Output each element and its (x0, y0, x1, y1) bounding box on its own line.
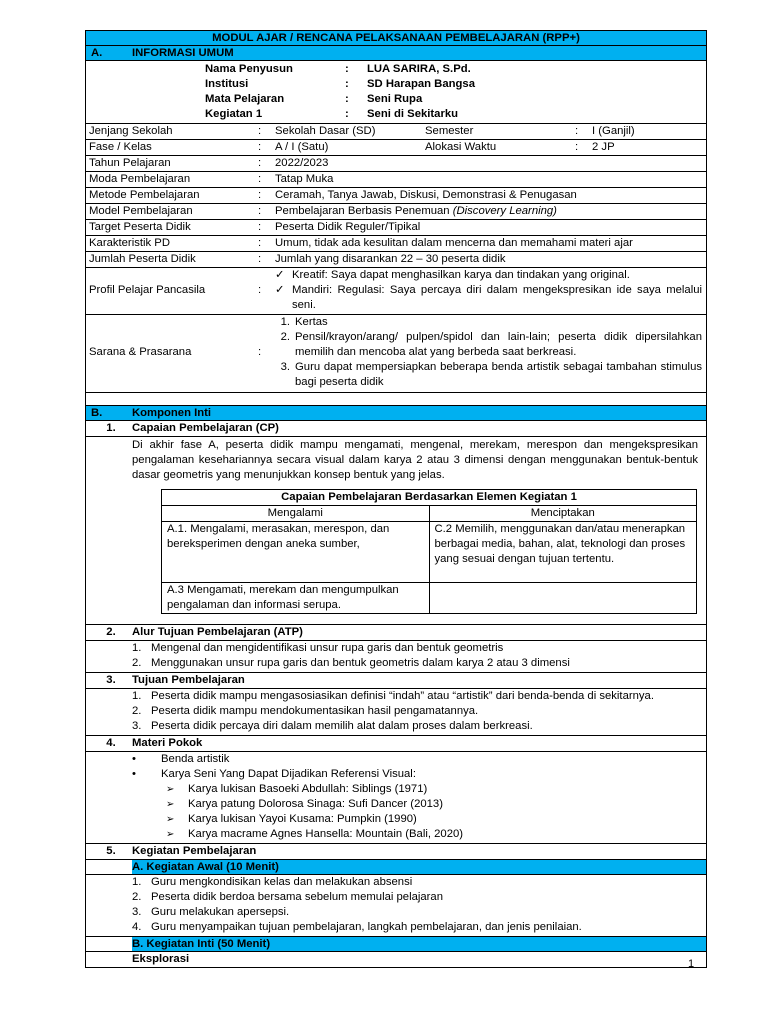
cp-cell-a3: A.3 Mengamati, merekam dan mengumpulkan pengalaman dan informasi serupa. (162, 583, 430, 614)
materi-header: 4. Materi Pokok (86, 736, 706, 752)
cp-cell-a1: A.1. Mengalami, merasakan, merespon, dan bereksperimen dengan aneka sumber, (162, 522, 430, 583)
row-tahun: Tahun Pelajaran : 2022/2023 (86, 156, 706, 172)
row-moda: Moda Pembelajaran : Tatap Muka (86, 172, 706, 188)
cp-content (86, 437, 706, 625)
list-item: ➢ Karya macrame Agnes Hansella: Mountain (Bali, 2020) (86, 827, 698, 842)
row-metode: Metode Pembelajaran : Ceramah, Tanya Jawab, Diskusi, Demonstrasi & Penugasan (86, 188, 706, 204)
list-item: 2. Menggunakan unsur rupa garis dan bentuk geometris dalam karya 2 atau 3 dimensi (132, 657, 570, 669)
lesson-plan-table (85, 30, 707, 968)
cp-cell-empty (429, 583, 697, 614)
page-number: 1 (688, 958, 695, 970)
list-item: 3. Guru dapat mempersiapkan beberapa benda artistik sebagai tambahan stimulus bagi peserta didik (280, 361, 702, 388)
cp-header: 1. Capaian Pembelajaran (CP) (86, 421, 706, 437)
arrow-icon: ➢ (166, 814, 175, 825)
list-item: 2. Peserta didik mampu mendokumentasikan hasil pengamatannya. (132, 705, 479, 717)
kegiatan-awal-list (86, 875, 706, 937)
document-title: MODUL AJAR / RENCANA PELAKSANAAN PEMBELAJARAN (RPP+) (86, 31, 706, 46)
cp-col-mengalami: Mengalami (162, 506, 430, 522)
list-item: 3. Peserta didik percaya diri dalam memilih alat dalam proses dalam berkreasi. (132, 720, 533, 732)
cp-elements-table (161, 489, 697, 614)
row-jenjang: Jenjang Sekolah : Sekolah Dasar (SD) Semester : I (Ganjil) (86, 124, 706, 140)
cp-cell-c2: C.2 Memilih, menggunakan dan/atau menerapkan berbagai media, bahan, alat, teknologi dan proses yang sesuai dengan tujuan tertentu. (429, 522, 697, 583)
info-line: Kegiatan 1 : Seni di Sekitarku (86, 107, 706, 122)
section-a-header (86, 46, 706, 61)
activity-name: Seni di Sekitarku (367, 108, 459, 120)
row-model: Model Pembelajaran : Pembelajaran Berbasis Penemuan (Discovery Learning) (86, 204, 706, 220)
section-a-label: INFORMASI UMUM (132, 47, 234, 59)
institution-name: SD Harapan Bangsa (367, 78, 475, 90)
eksplorasi-header: Eksplorasi (132, 953, 190, 965)
check-icon: ✓ (275, 269, 285, 281)
author-info-block (86, 61, 706, 124)
list-item: 1. Peserta didik mampu mengasosiasikan definisi “indah” atau “artistik” dari benda-benda di sekitarnya. (132, 690, 654, 702)
tujuan-header: 3. Tujuan Pembelajaran (86, 673, 706, 689)
row-target: Target Peserta Didik : Peserta Didik Reguler/Tipikal (86, 220, 706, 236)
row-fase: Fase / Kelas : A / I (Satu) Alokasi Waktu : 2 JP (86, 140, 706, 156)
author-name: LUA SARIRA, S.Pd. (367, 63, 471, 75)
list-item: 2. Pensil/krayon/arang/ pulpen/spidol dan lain-lain; peserta didik dipersilahkan memilih dan mencoba alat yang berbeda saat berkreasi. (280, 331, 702, 358)
list-item: • Benda artistik (86, 752, 698, 767)
spacer-row (86, 393, 706, 406)
cp-col-menciptakan: Menciptakan (429, 506, 697, 522)
list-item: 4. Guru menyampaikan tujuan pembelajaran, langkah pembelajaran, dan jenis penilaian. (132, 921, 582, 933)
bullet-icon: • (132, 768, 136, 780)
list-item: • Karya Seni Yang Dapat Dijadikan Referensi Visual: (86, 767, 698, 782)
profil-list (275, 268, 706, 313)
list-item: ✓ Kreatif: Saya dapat menghasilkan karya dan tindakan yang original. (275, 269, 630, 281)
info-line: Institusi : SD Harapan Bangsa (86, 77, 706, 92)
atp-list (86, 641, 706, 673)
cp-table-title: Capaian Pembelajaran Berdasarkan Elemen Kegiatan 1 (162, 490, 697, 506)
sarana-list (275, 315, 706, 390)
bullet-icon: • (132, 753, 136, 765)
kegiatan-awal-header: A. Kegiatan Awal (10 Menit) (86, 860, 706, 875)
info-line: Mata Pelajaran : Seni Rupa (86, 92, 706, 107)
list-item: 3. Guru melakukan apersepsi. (132, 906, 290, 918)
kegiatan-header: 5. Kegiatan Pembelajaran (86, 844, 706, 860)
list-item: ➢ Karya lukisan Yayoi Kusama: Pumpkin (1990) (86, 812, 698, 827)
row-sarana: Sarana & Prasarana : 1. Kertas 2. Pensil/krayon/arang/ pulpen/spidol dan lain-lain; peserta didik dipersilahkan memilih dan mencoba alat yang berbeda saat berkreasi. 3. Guru dapat mempersiapkan beberapa benda artistik sebagai tambahan stimulus bagi peserta didik (86, 315, 706, 393)
list-item: 1. Mengenal dan mengidentifikasi unsur rupa garis dan bentuk geometris (132, 642, 504, 654)
arrow-icon: ➢ (166, 784, 175, 795)
list-item: 1. Guru mengkondisikan kelas dan melakukan absensi (132, 876, 413, 888)
arrow-icon: ➢ (166, 829, 175, 840)
row-jumlah: Jumlah Peserta Didik : Jumlah yang disarankan 22 – 30 peserta didik (86, 252, 706, 268)
row-karakteristik: Karakteristik PD : Umum, tidak ada kesulitan dalam mencerna dan memahami materi ajar (86, 236, 706, 252)
list-item: 2. Peserta didik berdoa bersama sebelum memulai pelajaran (132, 891, 443, 903)
cp-text: Di akhir fase A, peserta didik mampu mengamati, mengenal, merekam, merespon dan mengekspresikan pengalaman kesehariannya secara visual dalam karya 2 atau 3 dimensi dengan menggunakan bentuk-bentuk dasar geometris yang menunjukkan konsep bentuk yang jelas. (132, 439, 698, 481)
list-item: ➢ Karya patung Dolorosa Sinaga: Sufi Dancer (2013) (86, 797, 698, 812)
list-item: 1. Kertas (280, 316, 328, 328)
kegiatan-inti-header: B. Kegiatan Inti (50 Menit) (86, 937, 706, 952)
row-profil: Profil Pelajar Pancasila : ✓ Kreatif: Saya dapat menghasilkan karya dan tindakan yang original. ✓ Mandiri: Regulasi: Saya percaya diri dalam mengekspresikan ide saya melalui seni. (86, 268, 706, 315)
arrow-icon: ➢ (166, 799, 175, 810)
materi-list (86, 752, 706, 844)
list-item: ✓ Mandiri: Regulasi: Saya percaya diri dalam mengekspresikan ide saya melalui seni. (275, 284, 702, 311)
atp-header: 2. Alur Tujuan Pembelajaran (ATP) (86, 625, 706, 641)
tujuan-list (86, 689, 706, 736)
list-item: ➢ Karya lukisan Basoeki Abdullah: Siblings (1971) (86, 782, 698, 797)
subject-name: Seni Rupa (367, 93, 423, 105)
check-icon: ✓ (275, 284, 285, 296)
section-a-number: A. (91, 47, 103, 59)
info-line: Nama Penyusun : LUA SARIRA, S.Pd. (86, 62, 706, 77)
section-b-header: B. Komponen Inti (86, 406, 706, 421)
